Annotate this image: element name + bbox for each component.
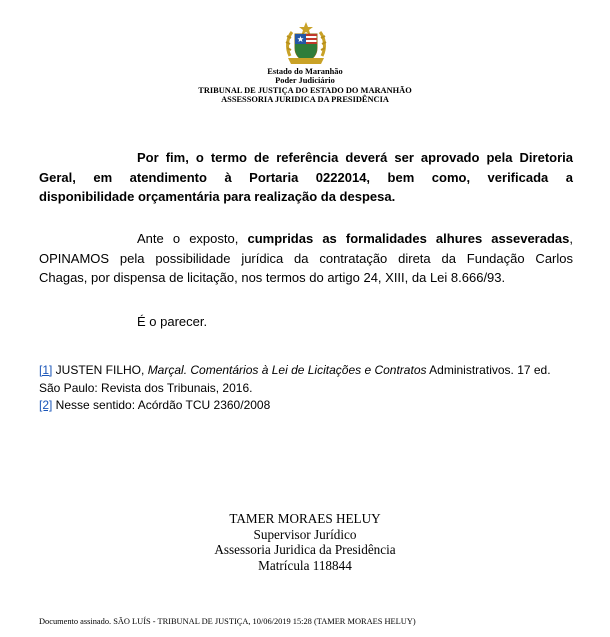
paragraph-closing (39, 312, 573, 332)
paragraph-line: disponibilidade orçamentária para realização da despesa. (39, 189, 396, 204)
paragraph-text: , (569, 231, 573, 246)
footnote-1-line2: São Paulo: Revista dos Tribunais, 2016. (39, 380, 253, 395)
signer-name: TAMER MORAES HELUY (229, 511, 381, 526)
signature-footer: Documento assinado. SÃO LUÍS - TRIBUNAL DE JUSTIÇA, 10/06/2019 15:28 (TAMER MORAES HELUY) (39, 617, 416, 626)
signer-department: Assessoria Juridica da Presidência (214, 542, 396, 558)
footnotes (39, 362, 573, 415)
footnote-title: Marçal. Comentários à Lei de Licitações e Contratos (147, 363, 427, 377)
coat-of-arms-icon (284, 20, 328, 66)
header-department: ASSESSORIA JURIDICA DA PRESIDÊNCIA (221, 95, 389, 105)
signature-block (0, 511, 610, 573)
bold-text: cumpridas as formalidades alhures asseveradas (247, 231, 570, 246)
footnote-1 (39, 362, 573, 380)
signer-role: Supervisor Jurídico (253, 526, 357, 542)
footnote-text: Nesse sentido: Acórdão TCU 2360/2008 (52, 398, 271, 413)
header-power: Poder Judiciário (275, 76, 335, 86)
document-header (0, 67, 610, 105)
paragraph-approval (39, 148, 573, 207)
signer-registration: Matrícula 118844 (258, 557, 352, 573)
paragraph-text: Ante o exposto, (137, 231, 248, 246)
paragraph-conclusion (39, 229, 573, 288)
paragraph-line: OPINAMOS pela possibilidade jurídica da contratação direta da Fundação Carlos (39, 250, 573, 266)
footnote-edition: Administrativos. 17 ed. (426, 363, 551, 377)
footnote-author: JUSTEN FILHO, (52, 363, 148, 377)
paragraph-line: Por fim, o termo de referência deverá ser aprovado pela Diretoria (137, 150, 573, 165)
paragraph-line: Geral, em atendimento à Portaria 0222014, bem como, verificada a (39, 169, 573, 185)
paragraph-line (39, 229, 573, 249)
header-court: TRIBUNAL DE JUSTIÇA DO ESTADO DO MARANHÃO (198, 85, 412, 95)
header-state: Estado do Maranhão (267, 67, 343, 76)
footnote-2 (39, 397, 573, 415)
paragraph-line: É o parecer. (137, 314, 208, 329)
paragraph-line: Chagas, por dispensa de licitação, nos termos do artigo 24, XIII, da Lei 8.666/93. (39, 270, 506, 285)
footnote-link-2[interactable]: [2] (39, 398, 53, 413)
footnote-link-1[interactable]: [1] (39, 363, 53, 377)
